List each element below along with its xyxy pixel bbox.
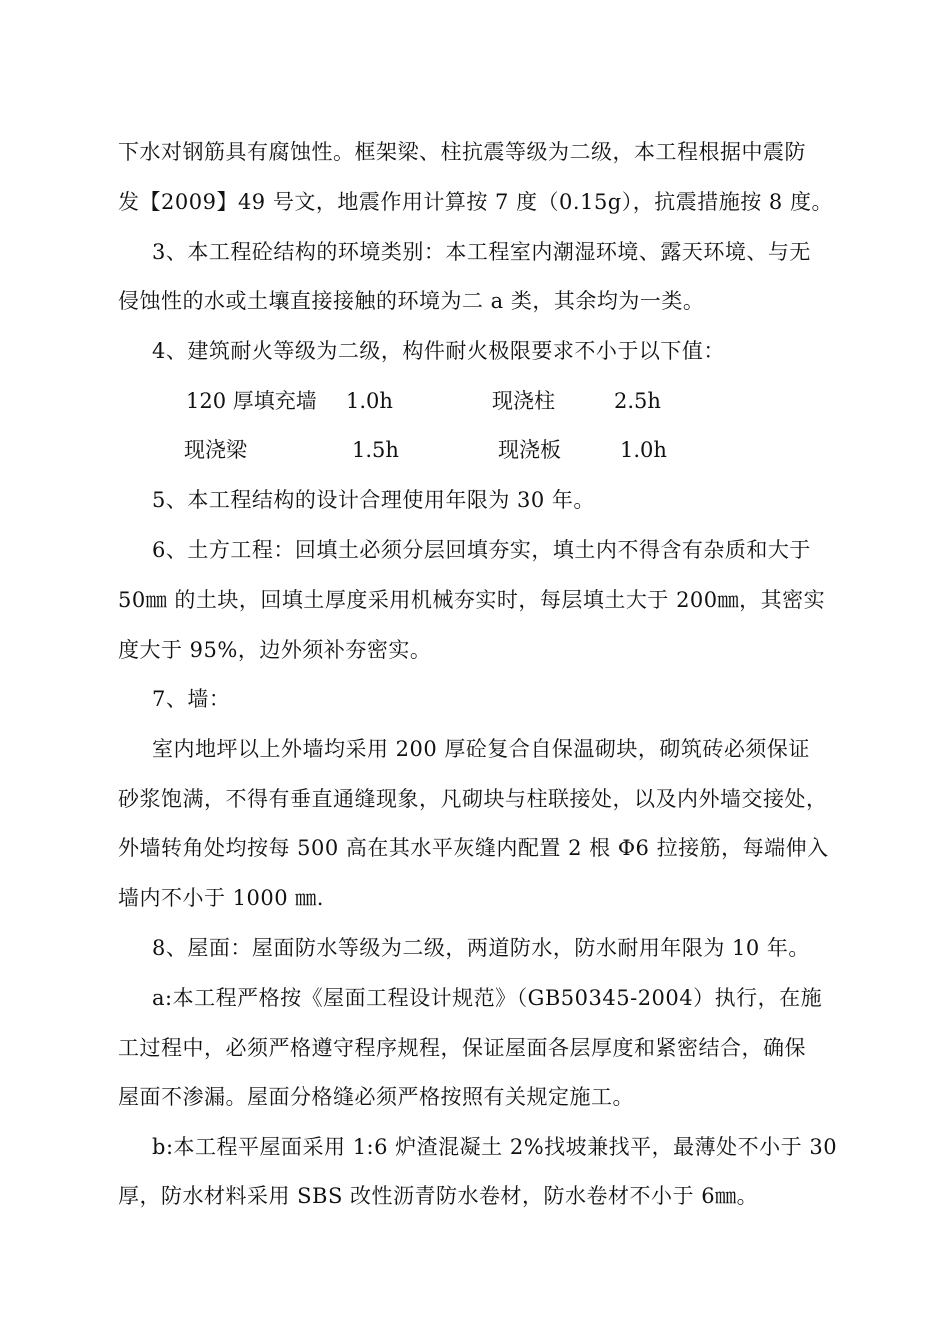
text-line: 发【2009】49 号文，地震作用计算按 7 度（0.15g），抗震措施按 8 度。 bbox=[118, 190, 833, 214]
table-cell: 现浇梁 bbox=[184, 438, 247, 462]
table-cell: 现浇板 bbox=[498, 438, 561, 462]
text-line: 度大于 95%，边外须补夯密实。 bbox=[118, 638, 432, 662]
text-line: 5、本工程结构的设计合理使用年限为 30 年。 bbox=[152, 488, 595, 512]
text-line: 厚，防水材料采用 SBS 改性沥青防水卷材，防水卷材不小于 6㎜。 bbox=[118, 1184, 759, 1208]
text-line: 8、屋面：屋面防水等级为二级，两道防水，防水耐用年限为 10 年。 bbox=[152, 936, 810, 960]
table-cell: 1.5h bbox=[352, 438, 399, 462]
text-line: 室内地坪以上外墙均采用 200 厚砼复合自保温砌块，砌筑砖必须保证 bbox=[152, 737, 810, 761]
text-line: 6、土方工程：回填土必须分层回填夯实，填土内不得含有杂质和大于 bbox=[152, 538, 811, 562]
text-line: 3、本工程砼结构的环境类别：本工程室内潮湿环境、露天环境、与无 bbox=[152, 240, 811, 264]
table-cell: 2.5h bbox=[614, 389, 661, 413]
text-line: 砂浆饱满，不得有垂直通缝现象，凡砌块与柱联接处，以及内外墙交接处， bbox=[118, 787, 828, 811]
text-line: 工过程中，必须严格遵守程序规程，保证屋面各层厚度和紧密结合，确保 bbox=[118, 1036, 806, 1060]
table-cell: 120 厚填充墙 bbox=[186, 389, 317, 413]
text-line: 下水对钢筋具有腐蚀性。框架梁、柱抗震等级为二级，本工程根据中震防 bbox=[118, 140, 806, 164]
text-line: 50㎜ 的土块，回填土厚度采用机械夯实时，每层填土大于 200㎜，其密实 bbox=[118, 588, 826, 612]
text-line: 屋面不渗漏。屋面分格缝必须严格按照有关规定施工。 bbox=[118, 1085, 634, 1109]
table-cell: 1.0h bbox=[346, 389, 393, 413]
text-line: a:本工程严格按《屋面工程设计规范》（GB50345-2004）执行，在施 bbox=[152, 986, 823, 1010]
text-line: b:本工程平屋面采用 1:6 炉渣混凝土 2%找坡兼找平，最薄处不小于 30 bbox=[152, 1135, 838, 1159]
text-line: 侵蚀性的水或土壤直接接触的环境为二 a 类，其余均为一类。 bbox=[118, 289, 705, 313]
text-line: 外墙转角处均按每 500 高在其水平灰缝内配置 2 根 Φ6 拉接筋，每端伸入 bbox=[118, 836, 829, 860]
text-line: 墙内不小于 1000 ㎜. bbox=[118, 886, 324, 910]
table-cell: 1.0h bbox=[620, 438, 667, 462]
text-line: 7、墙： bbox=[152, 687, 231, 711]
table-cell: 现浇柱 bbox=[492, 389, 555, 413]
text-line: 4、建筑耐火等级为二级，构件耐火极限要求不小于以下值： bbox=[152, 339, 725, 363]
